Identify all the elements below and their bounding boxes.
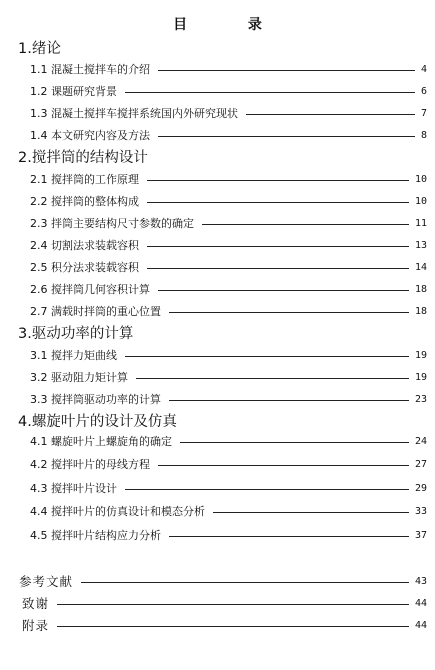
dot-leader <box>81 582 409 583</box>
toc-entry-4-3[interactable] <box>30 480 427 496</box>
toc-entry-page: 18 <box>414 283 427 295</box>
toc-entry-1-2[interactable] <box>30 83 427 99</box>
toc-entry-label: 4.2 搅拌叶片的母线方程 <box>30 458 150 471</box>
chapter-1-heading: 1.绪论 <box>18 41 61 57</box>
toc-entry-label: 2.5 积分法求装载容积 <box>30 261 139 274</box>
chapter-2-heading: 2.搅拌筒的结构设计 <box>18 150 148 166</box>
toc-entry-page: 43 <box>414 575 427 587</box>
toc-entry-label: 4.3 搅拌叶片设计 <box>30 482 117 495</box>
toc-entry-label: 1.3 混凝土搅拌车搅拌系统国内外研究现状 <box>30 107 238 120</box>
toc-entry-page: 19 <box>414 349 427 361</box>
toc-entry-label: 1.1 混凝土搅拌车的介绍 <box>30 63 150 76</box>
dot-leader <box>158 465 409 466</box>
toc-entry-page: 44 <box>414 619 427 631</box>
toc-entry-page: 14 <box>414 261 427 273</box>
toc-entry-page: 6 <box>420 85 427 97</box>
toc-entry-label: 4.4 搅拌叶片的仿真设计和模态分析 <box>30 505 205 518</box>
toc-entry-2-5[interactable] <box>30 259 427 275</box>
toc-entry-page: 7 <box>420 107 427 119</box>
dot-leader <box>158 290 409 291</box>
toc-entry-4-4[interactable] <box>30 503 427 519</box>
toc-entry-label: 4.1 螺旋叶片上螺旋角的确定 <box>30 435 172 448</box>
chapter-3-heading: 3.驱动功率的计算 <box>18 326 134 342</box>
dot-leader <box>147 246 409 247</box>
toc-entry-label: 1.2 课题研究背景 <box>30 85 117 98</box>
toc-entry-label: 4.5 搅拌叶片结构应力分析 <box>30 529 161 542</box>
toc-entry-1-1[interactable] <box>30 61 427 77</box>
toc-entry-3-1[interactable] <box>30 347 427 363</box>
dot-leader <box>169 312 409 313</box>
toc-entry-label: 2.1 搅拌筒的工作原理 <box>30 173 139 186</box>
dot-leader <box>125 489 409 490</box>
toc-entry-label: 2.4 切割法求装载容积 <box>30 239 139 252</box>
toc-entry-2-1[interactable] <box>30 171 427 187</box>
toc-entry-page: 27 <box>414 458 427 470</box>
dot-leader <box>158 70 415 71</box>
toc-entry-2-3[interactable] <box>30 215 427 231</box>
toc-entry-label: 附录 <box>22 618 50 633</box>
dot-leader <box>169 536 409 537</box>
toc-entry-page: 29 <box>414 482 427 494</box>
toc-entry-page: 8 <box>420 129 427 141</box>
dot-leader <box>125 356 409 357</box>
toc-entry-page: 10 <box>414 173 427 185</box>
toc-entry-appendix[interactable] <box>22 616 427 634</box>
dot-leader <box>147 268 409 269</box>
dot-leader <box>158 136 415 137</box>
toc-entry-1-3[interactable] <box>30 105 427 121</box>
toc-entry-label: 2.3 拌筒主要结构尺寸参数的确定 <box>30 217 194 230</box>
toc-entry-page: 24 <box>414 435 427 447</box>
dot-leader <box>180 442 409 443</box>
toc-entry-page: 37 <box>414 529 427 541</box>
toc-entry-page: 13 <box>414 239 427 251</box>
dot-leader <box>147 180 409 181</box>
toc-entry-4-1[interactable] <box>30 433 427 449</box>
toc-entry-page: 11 <box>414 217 427 229</box>
toc-entry-label: 2.6 搅拌筒几何容积计算 <box>30 283 150 296</box>
toc-entry-3-3[interactable] <box>30 391 427 407</box>
toc-entry-page: 10 <box>414 195 427 207</box>
toc-entry-1-4[interactable] <box>30 127 427 143</box>
dot-leader <box>57 604 409 605</box>
dot-leader <box>213 512 409 513</box>
toc-entry-2-4[interactable] <box>30 237 427 253</box>
toc-entry-3-2[interactable] <box>30 369 427 385</box>
dot-leader <box>169 400 409 401</box>
dot-leader <box>136 378 409 379</box>
toc-entry-references[interactable] <box>19 572 427 590</box>
toc-entry-acknowledgements[interactable] <box>22 594 427 612</box>
toc-entry-label: 3.3 搅拌筒驱动功率的计算 <box>30 393 161 406</box>
toc-entry-page: 44 <box>414 597 427 609</box>
dot-leader <box>147 202 409 203</box>
toc-entry-label: 1.4 本文研究内容及方法 <box>30 129 150 142</box>
toc-entry-label: 2.2 搅拌筒的整体构成 <box>30 195 139 208</box>
toc-title: 目 录 <box>173 17 290 33</box>
dot-leader <box>202 224 409 225</box>
toc-entry-page: 18 <box>414 305 427 317</box>
toc-entry-page: 33 <box>414 505 427 517</box>
toc-entry-label: 3.1 搅拌力矩曲线 <box>30 349 117 362</box>
toc-entry-label: 致谢 <box>22 596 50 611</box>
toc-entry-2-2[interactable] <box>30 193 427 209</box>
dot-leader <box>125 92 415 93</box>
dot-leader <box>57 626 409 627</box>
dot-leader <box>246 114 415 115</box>
toc-entry-2-6[interactable] <box>30 281 427 297</box>
toc-entry-page: 19 <box>414 371 427 383</box>
chapter-4-heading: 4.螺旋叶片的设计及仿真 <box>18 414 177 430</box>
toc-entry-page: 4 <box>420 63 427 75</box>
toc-entry-4-5[interactable] <box>30 527 427 543</box>
toc-entry-label: 3.2 驱动阻力矩计算 <box>30 371 128 384</box>
toc-entry-label: 参考文献 <box>19 574 74 589</box>
toc-entry-4-2[interactable] <box>30 456 427 472</box>
toc-entry-page: 23 <box>414 393 427 405</box>
toc-entry-2-7[interactable] <box>30 303 427 319</box>
toc-entry-label: 2.7 满载时拌筒的重心位置 <box>30 305 161 318</box>
